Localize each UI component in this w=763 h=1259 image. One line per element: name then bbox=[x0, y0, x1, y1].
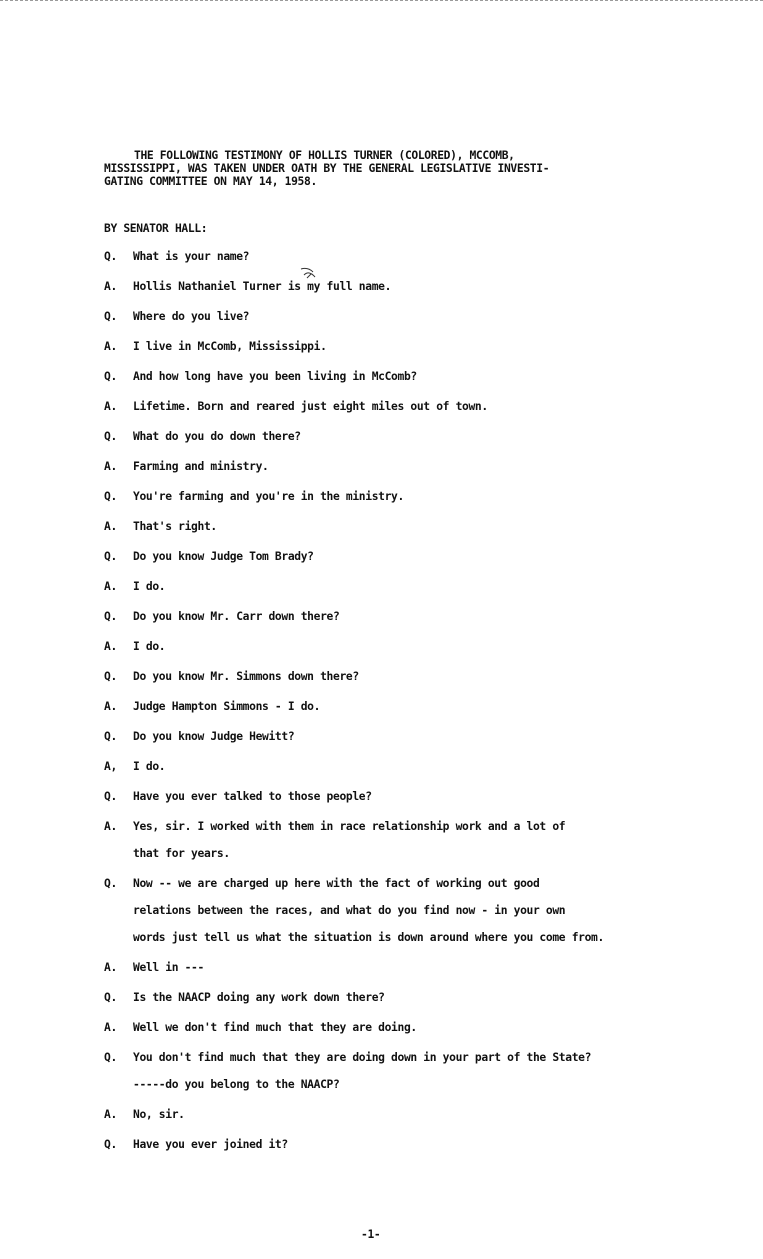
speaker-label: A, bbox=[104, 760, 117, 773]
statement bbox=[133, 758, 165, 776]
statement-line: Judge Hampton Simmons - I do. bbox=[133, 700, 321, 713]
statement bbox=[133, 308, 249, 326]
qa-row bbox=[104, 518, 704, 536]
qa-row bbox=[104, 248, 704, 266]
statement bbox=[133, 668, 359, 686]
speaker-label: Q. bbox=[104, 730, 117, 743]
statement-line: Now -- we are charged up here with the fact of working out good bbox=[133, 877, 540, 890]
statement bbox=[133, 638, 165, 656]
qa-row bbox=[104, 338, 704, 356]
testimony-intro bbox=[104, 149, 664, 188]
speaker-label: Q. bbox=[104, 550, 117, 563]
qa-row bbox=[104, 488, 704, 506]
statement-line: Do you know Judge Hewitt? bbox=[133, 730, 295, 743]
qa-row bbox=[104, 368, 704, 386]
statement bbox=[133, 578, 165, 596]
statement bbox=[133, 875, 604, 947]
speaker-label: Q. bbox=[104, 370, 117, 383]
speaker-label: A. bbox=[104, 1021, 117, 1034]
speaker-label: Q. bbox=[104, 670, 117, 683]
qa-row bbox=[104, 608, 704, 626]
statement bbox=[133, 368, 417, 386]
page-number: -1- bbox=[361, 1228, 381, 1241]
statement bbox=[133, 788, 372, 806]
speaker-label: Q. bbox=[104, 1051, 117, 1064]
qa-row bbox=[104, 788, 704, 806]
statement-line: Yes, sir. I worked with them in race relationship work and a lot of bbox=[133, 820, 566, 833]
speaker-label: Q. bbox=[104, 790, 117, 803]
intro-line-3: GATING COMMITTEE ON MAY 14, 1958. bbox=[104, 175, 317, 188]
qa-row bbox=[104, 548, 704, 566]
qa-row bbox=[104, 638, 704, 656]
statement-line: Well we don't find much that they are doing. bbox=[133, 1021, 417, 1034]
statement-line: words just tell us what the situation is down around where you come from. bbox=[133, 931, 604, 944]
statement-line: Hollis Nathaniel Turner is my full name. bbox=[133, 280, 392, 293]
statement bbox=[133, 959, 204, 977]
speaker-label: A. bbox=[104, 400, 117, 413]
speaker-label: A. bbox=[104, 700, 117, 713]
qa-row bbox=[104, 698, 704, 716]
page-top-dashed-border bbox=[0, 0, 763, 3]
statement bbox=[133, 1106, 185, 1124]
qa-row bbox=[104, 578, 704, 596]
statement-line: Lifetime. Born and reared just eight miles out of town. bbox=[133, 400, 488, 413]
qa-row bbox=[104, 278, 704, 296]
statement-line: -----do you belong to the NAACP? bbox=[133, 1078, 340, 1091]
qa-transcript bbox=[104, 248, 704, 1166]
statement bbox=[133, 698, 320, 716]
qa-row bbox=[104, 308, 704, 326]
qa-row bbox=[104, 989, 704, 1007]
statement-line: I live in McComb, Mississippi. bbox=[133, 340, 327, 353]
qa-row bbox=[104, 428, 704, 446]
statement bbox=[133, 608, 339, 626]
speaker-label: A. bbox=[104, 460, 117, 473]
speaker-label: Q. bbox=[104, 430, 117, 443]
statement-line: Have you ever talked to those people? bbox=[133, 790, 372, 803]
speaker-label: A. bbox=[104, 820, 117, 833]
qa-row bbox=[104, 668, 704, 686]
qa-row bbox=[104, 959, 704, 977]
statement-line: You're farming and you're in the ministry. bbox=[133, 490, 404, 503]
statement-line: No, sir. bbox=[133, 1108, 185, 1121]
examiner-heading: BY SENATOR HALL: bbox=[104, 222, 208, 235]
intro-line-1: THE FOLLOWING TESTIMONY OF HOLLIS TURNER (COLORED), MCCOMB, bbox=[134, 149, 515, 162]
statement-line: Do you know Mr. Simmons down there? bbox=[133, 670, 359, 683]
statement bbox=[133, 428, 301, 446]
statement-line: That's right. bbox=[133, 520, 217, 533]
statement-line: I do. bbox=[133, 760, 166, 773]
statement bbox=[133, 1136, 288, 1154]
statement-line: I do. bbox=[133, 640, 166, 653]
qa-row bbox=[104, 398, 704, 416]
qa-row bbox=[104, 728, 704, 746]
statement bbox=[133, 728, 294, 746]
statement-line: Have you ever joined it? bbox=[133, 1138, 288, 1151]
statement-line: What is your name? bbox=[133, 250, 250, 263]
speaker-label: Q. bbox=[104, 250, 117, 263]
statement bbox=[133, 278, 391, 296]
statement-line: relations between the races, and what do you find now - in your own bbox=[133, 904, 566, 917]
speaker-label: A. bbox=[104, 520, 117, 533]
qa-row bbox=[104, 1019, 704, 1037]
speaker-label: Q. bbox=[104, 610, 117, 623]
intro-line-2: MISSISSIPPI, WAS TAKEN UNDER OATH BY THE GENERAL LEGISLATIVE INVESTI- bbox=[104, 162, 550, 175]
speaker-label: A. bbox=[104, 340, 117, 353]
statement bbox=[133, 458, 268, 476]
statement-line: What do you do down there? bbox=[133, 430, 301, 443]
statement-line: Where do you live? bbox=[133, 310, 250, 323]
speaker-label: Q. bbox=[104, 1138, 117, 1151]
statement bbox=[133, 818, 565, 863]
speaker-label: A. bbox=[104, 280, 117, 293]
qa-row bbox=[104, 875, 704, 947]
speaker-label: A. bbox=[104, 640, 117, 653]
statement-line: that for years. bbox=[133, 847, 230, 860]
speaker-label: Q. bbox=[104, 490, 117, 503]
statement bbox=[133, 398, 488, 416]
qa-row bbox=[104, 458, 704, 476]
statement-line: Is the NAACP doing any work down there? bbox=[133, 991, 385, 1004]
statement bbox=[133, 518, 217, 536]
statement bbox=[133, 1049, 591, 1094]
qa-row bbox=[104, 1136, 704, 1154]
statement-line: Well in --- bbox=[133, 961, 204, 974]
speaker-label: Q. bbox=[104, 310, 117, 323]
speaker-label: A. bbox=[104, 1108, 117, 1121]
speaker-label: Q. bbox=[104, 877, 117, 890]
statement-line: Do you know Mr. Carr down there? bbox=[133, 610, 340, 623]
statement-line: Do you know Judge Tom Brady? bbox=[133, 550, 314, 563]
statement bbox=[133, 548, 314, 566]
statement bbox=[133, 338, 327, 356]
statement bbox=[133, 248, 249, 266]
qa-row bbox=[104, 1049, 704, 1094]
statement bbox=[133, 989, 385, 1007]
speaker-label: A. bbox=[104, 961, 117, 974]
qa-row bbox=[104, 818, 704, 863]
speaker-label: A. bbox=[104, 580, 117, 593]
qa-row bbox=[104, 758, 704, 776]
speaker-label: Q. bbox=[104, 991, 117, 1004]
statement bbox=[133, 488, 404, 506]
statement-line: Farming and ministry. bbox=[133, 460, 269, 473]
statement-line: And how long have you been living in McComb? bbox=[133, 370, 417, 383]
qa-row bbox=[104, 1106, 704, 1124]
statement-line: I do. bbox=[133, 580, 166, 593]
statement-line: You don't find much that they are doing down in your part of the State? bbox=[133, 1051, 592, 1064]
statement bbox=[133, 1019, 417, 1037]
